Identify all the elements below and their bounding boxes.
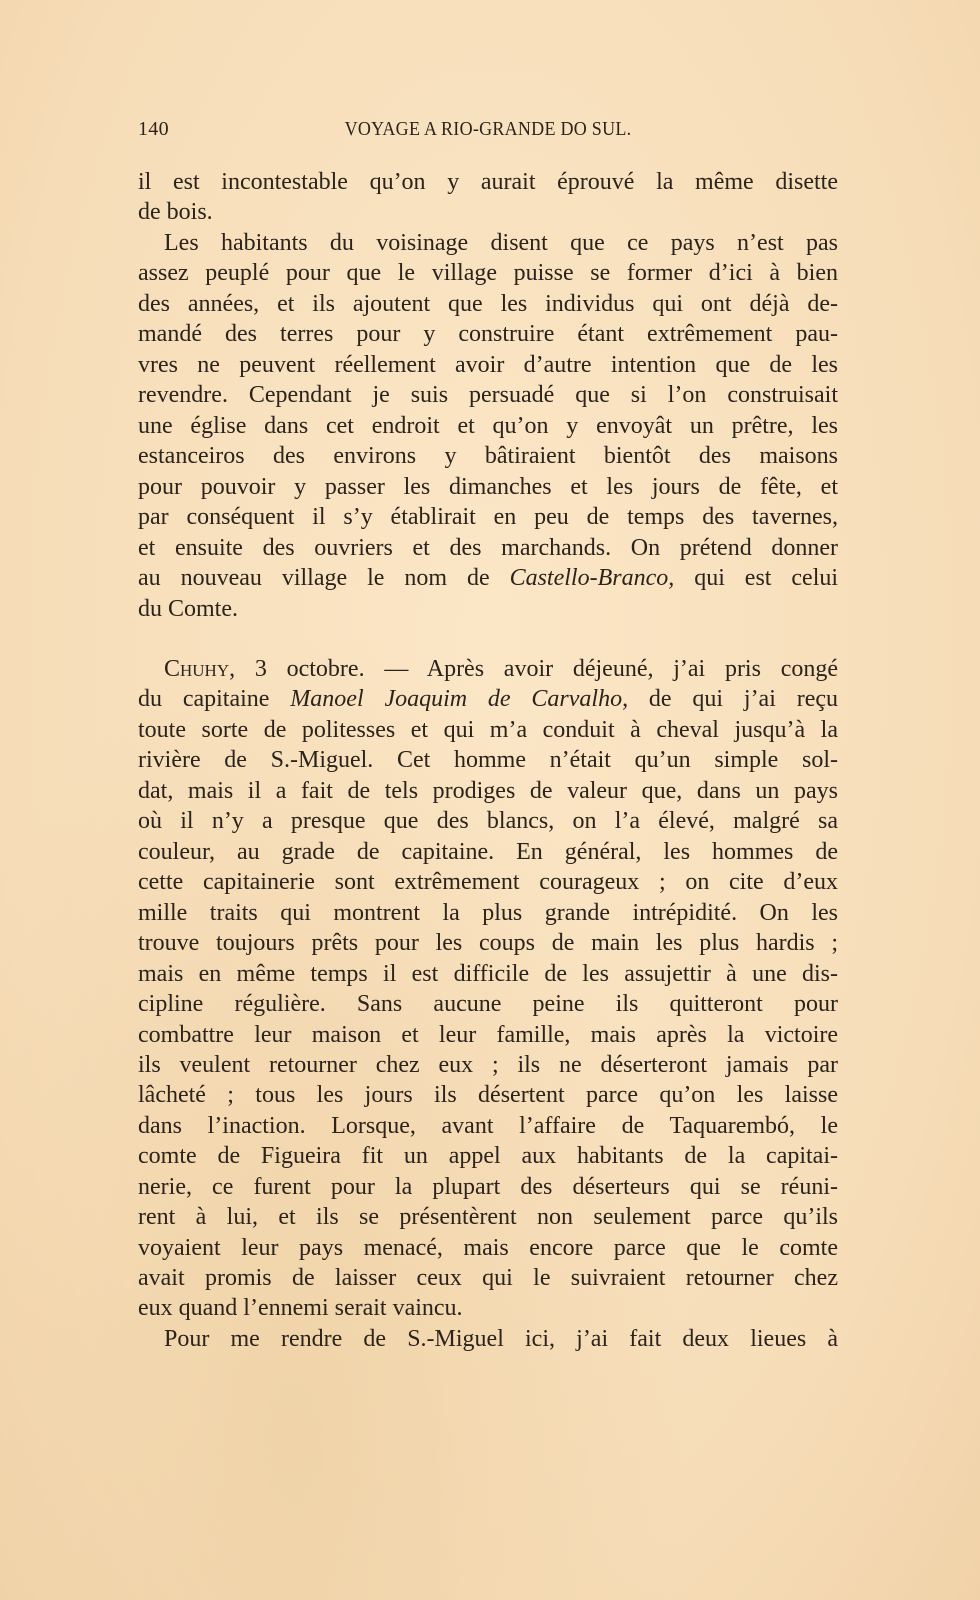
- text-line: dans l’inaction. Lorsque, avant l’affaire de Taquarembó, le: [138, 1113, 838, 1139]
- text-line: mandé des terres pour y construire étant extrêmement pau-: [138, 321, 838, 347]
- text-line: ils veulent retourner chez eux ; ils ne déserteront jamais par: [138, 1052, 838, 1078]
- text-line: assez peuplé pour que le village puisse se former d’ici à bien: [138, 260, 838, 286]
- text-line: rent à lui, et ils se présentèrent non seulement parce qu’ils: [138, 1204, 838, 1230]
- text-line: lâcheté ; tous les jours ils désertent parce qu’on les laisse: [138, 1082, 838, 1108]
- text-line: pour pouvoir y passer les dimanches et les jours de fête, et: [138, 474, 838, 500]
- text-line: toute sorte de politesses et qui m’a conduit à cheval jusqu’à la: [138, 717, 838, 743]
- text-line: eux quand l’ennemi serait vaincu.: [138, 1295, 463, 1321]
- text-span: de qui j’ai reçu: [648, 686, 839, 712]
- text-line: estanceiros des environs y bâtiraient bientôt des maisons: [138, 443, 838, 469]
- page-header: [138, 118, 838, 146]
- text-line: vres ne peuvent réellement avoir d’autre intention que de les: [138, 352, 838, 378]
- text-line: mille traits qui montrent la plus grande intrépidité. On les: [138, 900, 838, 926]
- text-line: Les habitants du voisinage disent que ce pays n’est pas: [164, 230, 838, 256]
- text-span: , 3 octobre. — Après avoir déjeuné, j’ai pris congé: [229, 656, 838, 682]
- text-span: au nouveau village le nom de: [138, 565, 490, 591]
- text-line: combattre leur maison et leur famille, mais après la victoire: [138, 1022, 838, 1048]
- text-line: de bois.: [138, 199, 213, 225]
- running-title: VOYAGE A RIO-GRANDE DO SUL.: [344, 118, 632, 140]
- text-line: cipline régulière. Sans aucune peine ils quitteront pour: [138, 991, 838, 1017]
- text-line: rivière de S.-Miguel. Cet homme n’était qu’un simple sol-: [138, 747, 838, 773]
- text-line: cette capitainerie sont extrêmement courageux ; on cite d’eux: [138, 869, 838, 895]
- text-line: [138, 654, 838, 684]
- text-line: comte de Figueira fit un appel aux habitants de la capitai-: [138, 1143, 838, 1169]
- italic-place-name: Castello-Branco,: [509, 565, 675, 591]
- text-line: nerie, ce furent pour la plupart des déserteurs qui se réuni-: [138, 1174, 838, 1200]
- page-number: 140: [138, 118, 169, 140]
- text-span: qui est celui: [694, 565, 839, 591]
- text-line: voyaient leur pays menacé, mais encore parce que le comte: [138, 1235, 838, 1261]
- text-line: [138, 684, 838, 714]
- text-line: mais en même temps il est difficile de les assujettir à une dis-: [138, 961, 838, 987]
- text-line: couleur, au grade de capitaine. En général, les hommes de: [138, 839, 838, 865]
- text-line: [138, 563, 838, 593]
- text-line: une église dans cet endroit et qu’on y envoyât un prêtre, les: [138, 413, 838, 439]
- text-line: avait promis de laisser ceux qui le suivraient retourner chez: [138, 1265, 838, 1291]
- text-line: et ensuite des ouvriers et des marchands. On prétend donner: [138, 535, 838, 561]
- text-line: il est incontestable qu’on y aurait éprouvé la même disette: [138, 169, 838, 195]
- dateline-place: Chuhy: [164, 656, 230, 682]
- text-line: Pour me rendre de S.-Miguel ici, j’ai fait deux lieues à: [164, 1326, 838, 1352]
- text-line: trouve toujours prêts pour les coups de main les plus hardis ;: [138, 930, 838, 956]
- italic-person-name: Manoel Joaquim de Carvalho,: [290, 686, 629, 712]
- text-line: dat, mais il a fait de tels prodiges de valeur que, dans un pays: [138, 778, 838, 804]
- text-line: des années, et ils ajoutent que les individus qui ont déjà de-: [138, 291, 838, 317]
- text-line: où il n’y a presque que des blancs, on l’a élevé, malgré sa: [138, 808, 838, 834]
- text-line: revendre. Cependant je suis persuadé que si l’on construisait: [138, 382, 838, 408]
- text-span: du capitaine: [138, 686, 270, 712]
- text-line: du Comte.: [138, 596, 238, 622]
- text-line: par conséquent il s’y établirait en peu de temps des tavernes,: [138, 504, 838, 530]
